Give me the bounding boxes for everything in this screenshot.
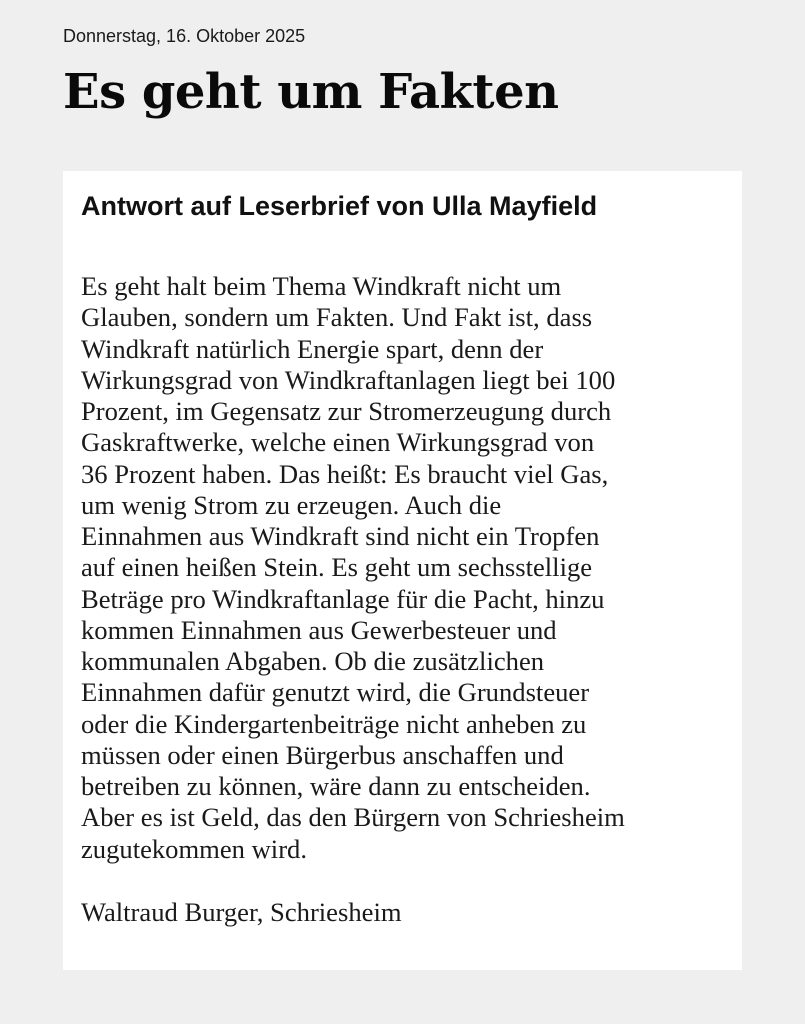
body-line: Wirkungsgrad von Windkraftanlagen liegt bei 100 xyxy=(81,364,616,395)
letter-author: Waltraud Burger, Schriesheim xyxy=(81,896,402,927)
body-line: Es geht halt beim Thema Windkraft nicht um xyxy=(81,271,562,301)
body-line: auf einen heißen Stein. Es geht um sechsstellige xyxy=(81,552,593,583)
body-line: kommunalen Abgaben. Ob die zusätzlichen xyxy=(81,646,545,676)
letter-subtitle: Antwort auf Leserbrief von Ulla Mayfield xyxy=(81,191,598,221)
body-line: Einnahmen aus Windkraft sind nicht ein Tropfen xyxy=(81,521,600,551)
body-line: 36 Prozent haben. Das heißt: Es braucht viel Gas, xyxy=(81,458,609,489)
body-line: Windkraft natürlich Energie spart, denn der xyxy=(81,333,544,364)
page-title: Es geht um Fakten xyxy=(63,64,559,120)
body-line: Aber es ist Geld, das den Bürgern von Schriesheim xyxy=(81,802,625,833)
letter-card xyxy=(63,171,742,970)
body-line: Einnahmen dafür genutzt wird, die Grundsteuer xyxy=(81,677,590,708)
body-line: Prozent, im Gegensatz zur Stromerzeugung durch xyxy=(81,396,612,426)
body-line: Glauben, sondern um Fakten. Und Fakt ist, dass xyxy=(81,302,593,333)
body-line: Beträge pro Windkraftanlage für die Pacht, hinzu xyxy=(81,583,605,614)
body-line: betreiben zu können, wäre dann zu entscheiden. xyxy=(81,771,591,801)
body-line: kommen Einnahmen aus Gewerbesteuer und xyxy=(81,614,557,645)
article-date: Donnerstag, 16. Oktober 2025 xyxy=(63,26,306,46)
body-line: oder die Kindergartenbeiträge nicht anheben zu xyxy=(81,708,587,739)
body-line: zugutekommen wird. xyxy=(81,833,307,864)
body-line: müssen oder einen Bürgerbus anschaffen und xyxy=(81,739,564,770)
letter-body xyxy=(81,271,724,865)
body-line: Gaskraftwerke, welche einen Wirkungsgrad von xyxy=(81,427,595,458)
body-line: um wenig Strom zu erzeugen. Auch die xyxy=(81,489,502,520)
